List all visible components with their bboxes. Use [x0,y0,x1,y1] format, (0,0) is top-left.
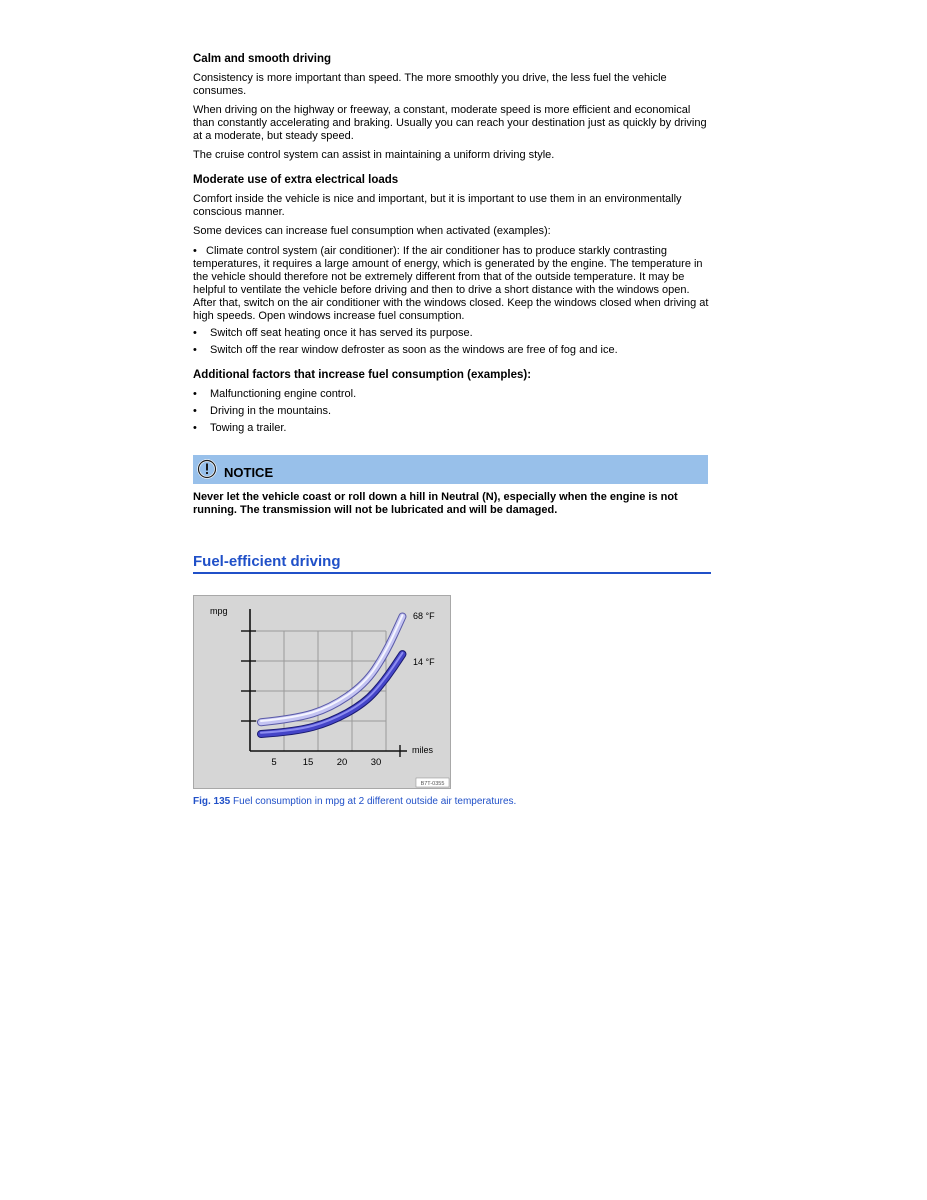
list-item-text: Switch off the rear window defroster as soon as the windows are free of fog and ice. [210,344,618,356]
heading-calm-driving: Calm and smooth driving [193,53,332,65]
notice-bar [193,455,708,484]
paragraph: Some devices can increase fuel consumption when activated (examples): [193,225,551,237]
notice-body: Never let the vehicle coast or roll down a hill in Neutral (N), especially when the engine is not running. The transmission will not be lubricated and will be damaged. [193,491,678,516]
section-calm [193,52,711,162]
series-label-14f: 14 °F [413,657,435,667]
heading-electrical-loads: Moderate use of extra electrical loads [193,174,399,186]
heading-additional-factors: Additional factors that increase fuel consumption (examples): [193,369,532,381]
list-item [193,388,711,401]
paragraph: The cruise control system can assist in maintaining a uniform driving style. [193,149,555,161]
x-tick-label: 30 [370,757,382,768]
list-item [193,245,711,323]
paragraph: Consistency is more important than speed. The more smoothly you drive, the less fuel the vehicle consumes. [193,72,667,97]
notice-text [193,491,708,517]
x-axis-label: miles [412,745,434,755]
bullet-dot: • [193,327,197,339]
x-tick-label: 5 [271,757,277,768]
chart-background [194,596,451,789]
figure-number: Fig. 135 [193,796,231,807]
list-item-text: Malfunctioning engine control. [210,388,357,400]
notice-label: NOTICE [224,465,274,480]
list-item [193,405,711,418]
section-title-fuel-efficient: Fuel-efficient driving [193,553,711,574]
figure-caption [193,796,516,807]
list-item [193,422,711,435]
x-tick-label: 20 [336,757,348,768]
bullet-list [193,388,711,435]
x-tick-label: 15 [302,757,314,768]
bullet-dot: • [193,422,197,434]
list-item-text: Climate control system (air conditioner): If the air conditioner has to produce starkly contrasting temperatures, it requires a large amount of energy, which is generated by the engine. The temperature in the vehicle should therefore not be extremely different from that of the outside temperature. It may be helpful to ventilate the vehicle before driving and then to drive a short distance with the windows open. After that, switch on the air conditioner with the windows closed. Keep the windows closed when driving at high speeds. Open windows increase fuel consumption. [193,245,709,322]
list-item-text: Switch off seat heating once it has served its purpose. [210,327,473,339]
list-item-text: Towing a trailer. [210,422,287,434]
section-additional [193,368,711,435]
paragraph: When driving on the highway or freeway, a constant, moderate speed is more efficient and economical than constantly accelerating and braking. Usually you can reach your destination just as quickly by driving at a moderate, but steady speed. [193,104,707,142]
list-item [193,327,711,340]
bullet-dot: • [193,245,207,257]
bullet-dot: • [193,344,197,356]
figure-caption-text: Fuel consumption in mpg at 2 different outside air temperatures. [230,796,517,807]
y-axis-label: mpg [210,606,228,616]
series-label-68f: 68 °F [413,611,435,621]
exclamation-icon [197,459,217,479]
bullet-dot: • [193,388,197,400]
list-item [193,344,711,357]
list-item-text: Driving in the mountains. [210,405,332,417]
section-electrical [193,173,711,357]
fuel-consumption-chart [193,595,451,789]
paragraph: Comfort inside the vehicle is nice and important, but it is important to use them in an environmentally conscious manner. [193,193,682,218]
bullet-list [193,245,711,357]
bullet-dot: • [193,405,197,417]
figure-code: B7T-0355 [420,781,445,787]
